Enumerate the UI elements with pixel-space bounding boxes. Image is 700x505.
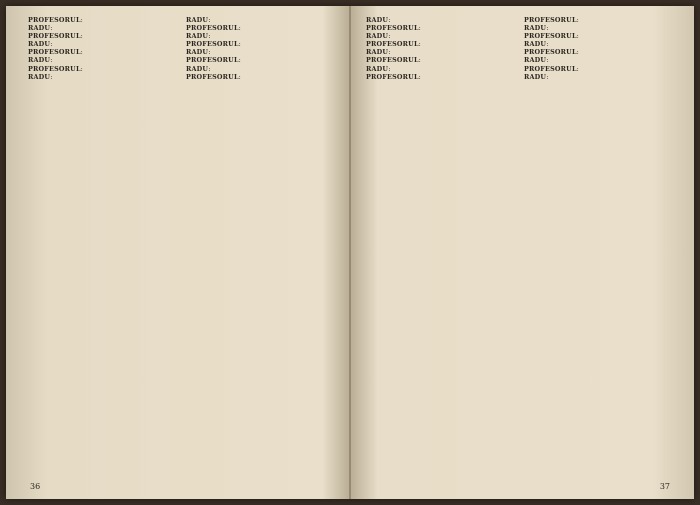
right-page — [350, 6, 694, 499]
speaker-separator: : — [50, 24, 53, 33]
speaker-separator: : — [576, 48, 579, 57]
speaker-name: PROFESORUL — [186, 72, 239, 81]
speaker-separator: : — [208, 32, 211, 41]
dialogue-line — [524, 24, 672, 32]
book-gutter — [349, 6, 351, 499]
speaker-name: RADU — [28, 72, 51, 81]
text-column-4 — [524, 16, 672, 473]
speaker-name: PROFESORUL — [524, 64, 577, 73]
right-page-columns — [366, 16, 672, 473]
speaker-name: PROFESORUL — [366, 24, 419, 33]
dialogue-line — [186, 24, 334, 32]
speaker-name: RADU — [366, 32, 389, 41]
speaker-name: PROFESORUL — [524, 32, 577, 41]
dialogue-line — [366, 65, 514, 73]
speaker-separator: : — [418, 56, 421, 65]
dialogue-line — [366, 73, 514, 81]
speaker-name: PROFESORUL — [366, 56, 419, 65]
dialogue-line — [524, 32, 672, 40]
speaker-separator: : — [576, 16, 579, 24]
speaker-name: RADU — [28, 40, 51, 49]
speaker-separator: : — [238, 40, 241, 49]
dialogue-line — [28, 16, 176, 24]
speaker-separator: : — [388, 16, 391, 24]
speaker-name: RADU — [186, 32, 209, 41]
speaker-name: RADU — [28, 56, 51, 65]
dialogue-line — [366, 24, 514, 32]
dialogue-line — [524, 48, 672, 56]
speaker-name: PROFESORUL — [524, 48, 577, 57]
page-number-right: 37 — [659, 482, 670, 491]
speaker-separator: : — [388, 48, 391, 57]
speaker-name: PROFESORUL — [28, 16, 81, 24]
speaker-separator: : — [388, 64, 391, 73]
dialogue-line — [28, 32, 176, 40]
dialogue-line — [524, 56, 672, 64]
speaker-separator: : — [418, 40, 421, 49]
dialogue-line — [524, 16, 672, 24]
dialogue-line — [524, 40, 672, 48]
speaker-name: RADU — [366, 48, 389, 57]
dialogue-line — [524, 65, 672, 73]
speaker-name: RADU — [186, 16, 209, 24]
speaker-separator: : — [208, 48, 211, 57]
left-page-columns — [28, 16, 334, 473]
speaker-separator: : — [80, 16, 83, 24]
speaker-name: RADU — [524, 40, 547, 49]
speaker-name: RADU — [524, 24, 547, 33]
speaker-separator: : — [418, 24, 421, 33]
dialogue-line — [186, 73, 334, 81]
speaker-name: PROFESORUL — [366, 72, 419, 81]
dialogue-line — [366, 32, 514, 40]
speaker-separator: : — [576, 64, 579, 73]
dialogue-line — [186, 48, 334, 56]
dialogue-line — [28, 48, 176, 56]
dialogue-line — [28, 24, 176, 32]
dialogue-line — [186, 16, 334, 24]
speaker-separator: : — [576, 32, 579, 41]
speaker-name: RADU — [366, 64, 389, 73]
speaker-name: RADU — [366, 16, 389, 24]
speaker-name: RADU — [186, 48, 209, 57]
speaker-name: PROFESORUL — [28, 32, 81, 41]
open-book — [6, 6, 694, 499]
dialogue-line — [366, 48, 514, 56]
speaker-separator: : — [80, 64, 83, 73]
speaker-name: PROFESORUL — [186, 40, 239, 49]
speaker-name: RADU — [186, 64, 209, 73]
page-number-left: 36 — [30, 482, 41, 491]
dialogue-line — [186, 32, 334, 40]
speaker-separator: : — [546, 40, 549, 49]
speaker-separator: : — [238, 72, 241, 81]
speaker-separator: : — [50, 72, 53, 81]
speaker-name: PROFESORUL — [28, 48, 81, 57]
dialogue-line — [366, 16, 514, 24]
dialogue-line — [186, 65, 334, 73]
speaker-separator: : — [238, 24, 241, 33]
speaker-separator: : — [546, 24, 549, 33]
speaker-name: PROFESORUL — [366, 40, 419, 49]
dialogue-line — [186, 56, 334, 64]
speaker-separator: : — [238, 56, 241, 65]
text-column-2 — [186, 16, 334, 473]
speaker-name: PROFESORUL — [186, 24, 239, 33]
dialogue-line — [28, 73, 176, 81]
speaker-separator: : — [80, 48, 83, 57]
speaker-name: PROFESORUL — [524, 16, 577, 24]
text-column-1 — [28, 16, 176, 473]
speaker-name: RADU — [524, 72, 547, 81]
speaker-name: PROFESORUL — [28, 64, 81, 73]
speaker-separator: : — [208, 16, 211, 24]
dialogue-line — [186, 40, 334, 48]
dialogue-line — [28, 40, 176, 48]
speaker-separator: : — [80, 32, 83, 41]
speaker-separator: : — [388, 32, 391, 41]
speaker-separator: : — [208, 64, 211, 73]
speaker-separator: : — [546, 56, 549, 65]
speaker-name: PROFESORUL — [186, 56, 239, 65]
left-page — [6, 6, 350, 499]
speaker-separator: : — [50, 40, 53, 49]
speaker-separator: : — [50, 56, 53, 65]
speaker-separator: : — [546, 72, 549, 81]
speaker-name: RADU — [28, 24, 51, 33]
dialogue-line — [524, 73, 672, 81]
dialogue-line — [28, 65, 176, 73]
text-column-3 — [366, 16, 514, 473]
dialogue-line — [366, 56, 514, 64]
dialogue-line — [366, 40, 514, 48]
speaker-name: RADU — [524, 56, 547, 65]
speaker-separator: : — [418, 72, 421, 81]
dialogue-line — [28, 56, 176, 64]
